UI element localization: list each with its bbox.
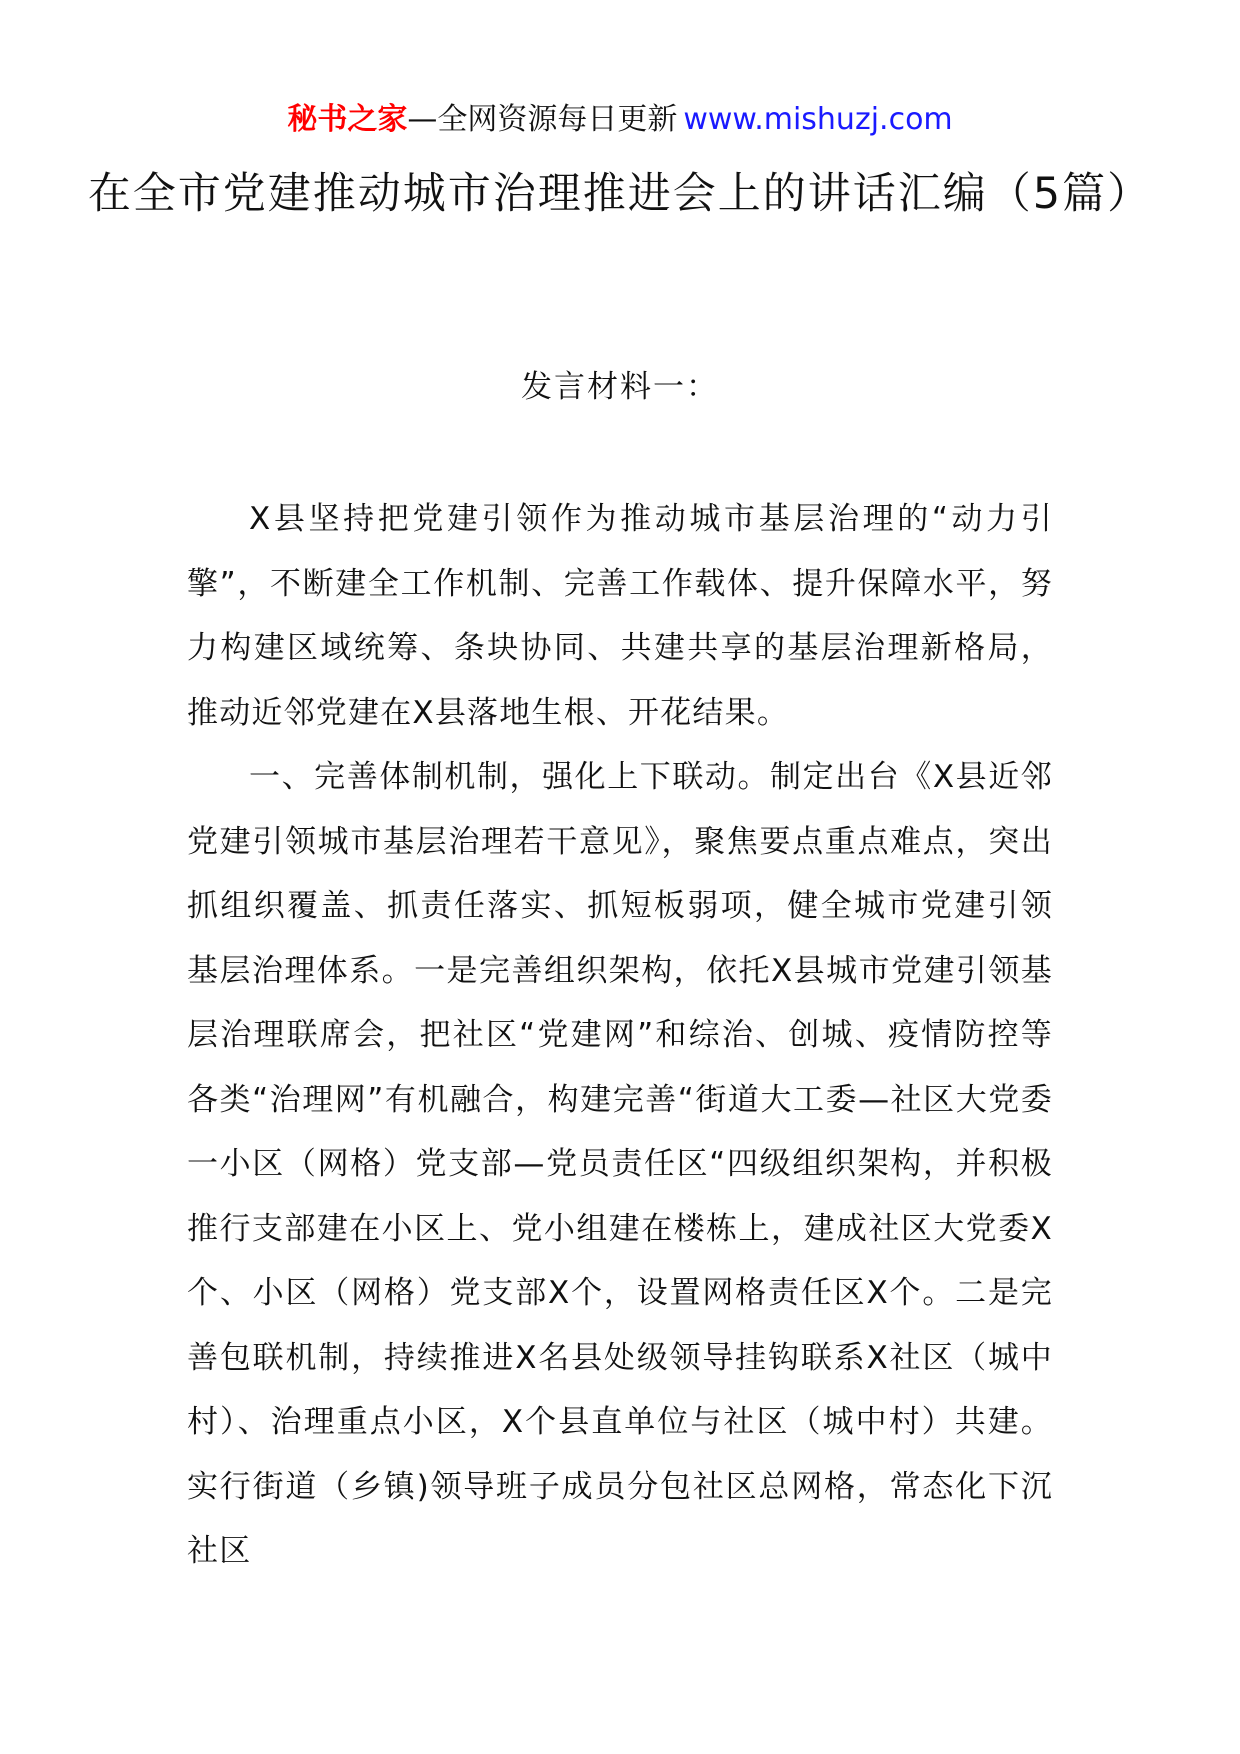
paragraph-section-one: 一、完善体制机制，强化上下联动。制定出台《X县近邻党建引领城市基层治理若干意见》，聚焦要点重点难点，突出抓组织覆盖、抓责任落实、抓短板弱项，健全城市党建引领基层治理体系。一是完善组织架构，依托X县城市党建引领基层治理联席会，把社区“党建网”和综治、创城、疫情防控等各类“治理网”有机融合，构建完善“街道大工委—社区大党委一小区（网格）党支部—党员责任区“四级组织架构，并积极推行支部建在小区上、党小组建在楼栋上，建成社区大党委X个、小区（网格）党支部X个，设置网格责任区X个。二是完善包联机制，持续推进X名县处级领导挂钩联系X社区（城中村）、治理重点小区，X个县直单位与社区（城中村）共建。实行街道（乡镇)领导班子成员分包社区总网格，常态化下沉社区 bbox=[187, 759, 1053, 1569]
site-url-link[interactable]: www.mishuzj.com bbox=[683, 102, 953, 137]
paragraph-intro: X县坚持把党建引领作为推动城市基层治理的“动力引擎”，不断建全工作机制、完善工作载体、提升保障水平，努力构建区域统筹、条块协同、共建共享的基层治理新格局，推动近邻党建在X县落地生根、开花结果。 bbox=[187, 501, 1053, 731]
brand-name: 秘书之家 bbox=[287, 102, 408, 137]
section-heading: 发言材料一： bbox=[521, 369, 719, 405]
document-title: 在全市党建推动城市治理推进会上的讲话汇编（5篇） bbox=[87, 169, 1153, 219]
site-header bbox=[0, 100, 1240, 140]
document-body bbox=[187, 487, 1053, 1584]
header-tagline: —全网资源每日更新 bbox=[407, 102, 678, 137]
